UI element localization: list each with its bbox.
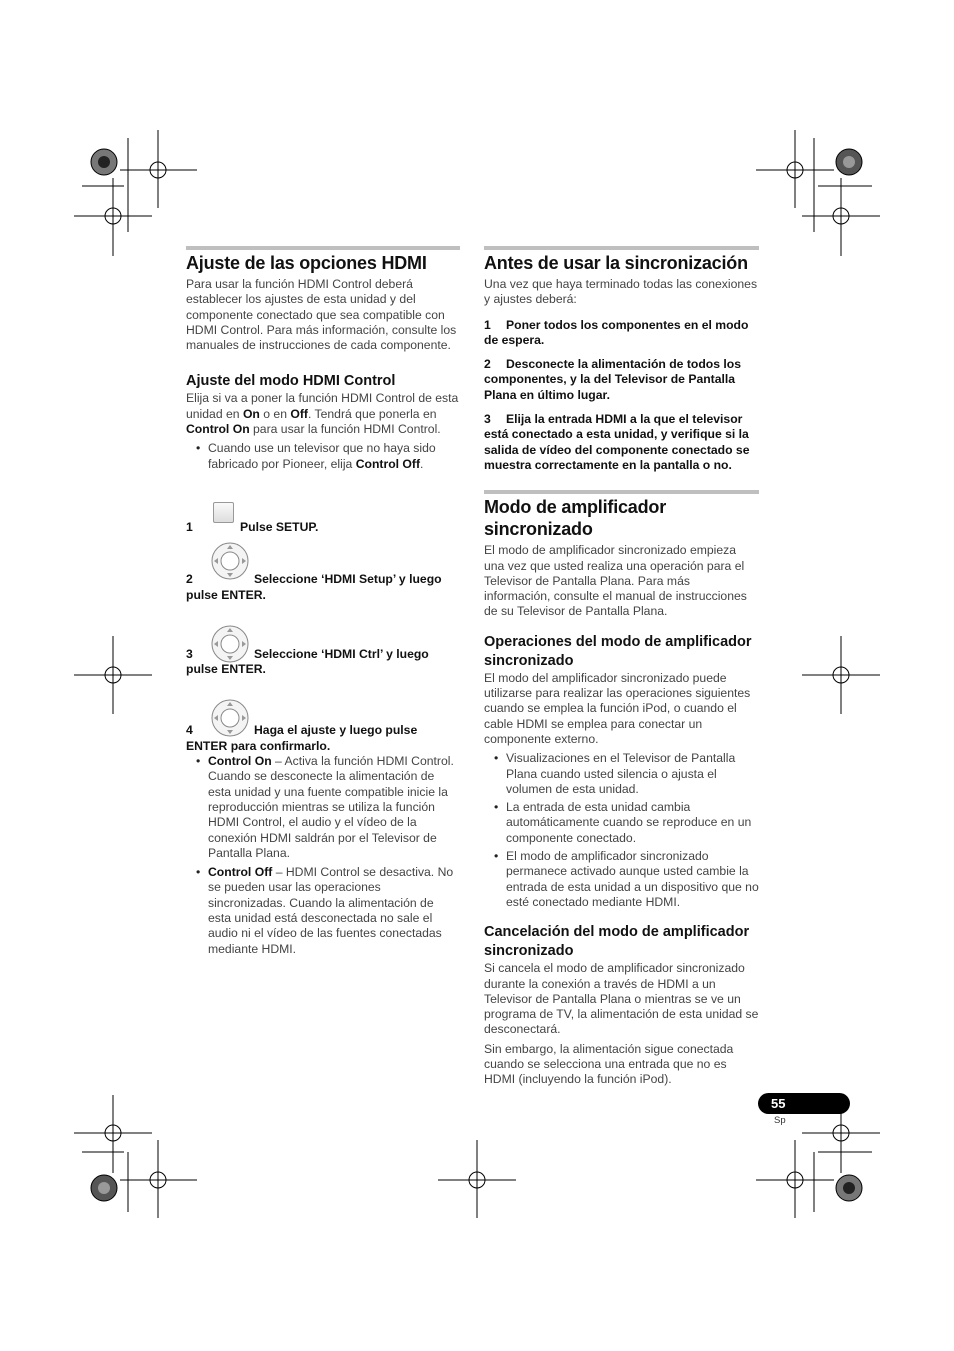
cursor-pad-icon (211, 625, 249, 663)
list-item: • Control Off – HDMI Control se desactiva. No se pueden usar las operaciones sincronizadas. Cuando la alimentación de esta unidad está desconectada no sale el audio ni el vídeo de las fuentes conectadas mediante HDMI. (186, 865, 460, 957)
section-title-sync-amp: Modo de amplificador sincronizado (484, 490, 759, 540)
list-item: • El modo de amplificador sincronizado permanece activado aunque usted cambie la entrada de esta unidad a un dispositivo que no esté conectado mediante HDMI. (484, 849, 759, 910)
step-3: 3 Seleccione ‘HDMI Ctrl’ y luego pulse ENTER. (186, 625, 460, 678)
list-item: • Visualizaciones en el Televisor de Pantalla Plana cuando usted silencia o ajusta el volumen de esta unidad. (484, 751, 759, 797)
sync-step-3: 3 Elija la entrada HDMI a la que el televisor está conectado a esta unidad, y verifique si la salida de vídeo del componente conectado se muestra correctamente en la pantalla o no. (484, 412, 750, 472)
list-item: • La entrada de esta unidad cambia automáticamente cuando se reproduce en un componente conectado. (484, 800, 759, 846)
cancel-sync-paragraph-1: Si cancela el modo de amplificador sincronizado durante la conexión a través de HDMI a un Televisor de Pantalla Plana o mientras se ve un programa de TV, la alimentación de esta unidad se desconectará. (484, 961, 759, 1037)
cursor-pad-icon (211, 542, 249, 580)
sync-step-2: 2 Desconecte la alimentación de todos los componentes, y la del Televisor de Pantalla Plana en último lugar. (484, 357, 742, 402)
right-column (484, 246, 759, 1088)
cancel-sync-paragraph-2: Sin embargo, la alimentación sigue conectada cuando se selecciona una entrada que no es HDMI (incluyendo la función iPod). (484, 1041, 734, 1087)
hdmi-control-paragraph: Elija si va a poner la función HDMI Control de esta unidad en On o en Off. Tendrá que ponerla en Control On para usar la función HDMI Control. (186, 391, 459, 437)
control-options-list (186, 754, 460, 957)
hdmi-control-notes (186, 441, 460, 472)
subsection-title-cancel-sync: Cancelación del modo de amplificador sincronizado (484, 924, 750, 960)
language-code: Sp (774, 1115, 786, 1126)
sync-operations-list (484, 751, 759, 910)
before-sync-intro: Una vez que haya terminado todas las conexiones y ajustes deberá: (484, 277, 758, 307)
step-1: 1 Pulse SETUP. (186, 502, 460, 535)
sync-amp-intro: El modo de amplificador sincronizado empieza una vez que usted realiza una operación para el Televisor de Pantalla Plana. Para más información, consulte el manual de instrucciones de su Televisor de Pantalla Plana. (484, 543, 747, 619)
section-title-hdmi-options: Ajuste de las opciones HDMI (186, 246, 460, 274)
section-title-before-sync: Antes de usar la sincronización (484, 246, 759, 274)
hdmi-options-intro: Para usar la función HDMI Control deberá establecer los ajustes de esta unidad y del componente conectado que sea compatible con HDMI Control. Para más información, consulte los manuales de instrucciones de cada componente. (186, 277, 457, 353)
list-item: • Cuando use un televisor que no haya sido fabricado por Pioneer, elija Control Off. (186, 441, 460, 472)
subsection-title-sync-operations: Operaciones del modo de amplificador sincronizado (484, 633, 752, 669)
cursor-pad-icon (211, 699, 249, 737)
page-number: 55 (771, 1096, 786, 1111)
list-item: • Control On – Activa la función HDMI Control. Cuando se desconecte la alimentación de esta unidad y una fuente compatible inicie la reproducción mientras se utiliza la función HDMI Control, el audio y el vídeo de la conexión HDMI saldrán por el Televisor de Pantalla Plana. (186, 754, 460, 861)
sync-step-1: 1 Poner todos los componentes en el modo de espera. (484, 317, 749, 347)
left-column (186, 246, 460, 957)
subsection-title-hdmi-control: Ajuste del modo HDMI Control (186, 373, 396, 390)
setup-button-icon (213, 502, 234, 523)
page-number-badge (758, 1093, 850, 1114)
sync-operations-paragraph: El modo del amplificador sincronizado puede utilizarse para realizar las operaciones siguientes cuando se emplea la función iPod, o cuando el cable HDMI se emplea para conectar un componente externo. (484, 670, 751, 746)
step-2: 2 Seleccione ‘HDMI Setup’ y luego pulse ENTER. (186, 542, 460, 603)
step-4: 4 Haga el ajuste y luego pulse ENTER para confirmarlo. (186, 699, 460, 754)
